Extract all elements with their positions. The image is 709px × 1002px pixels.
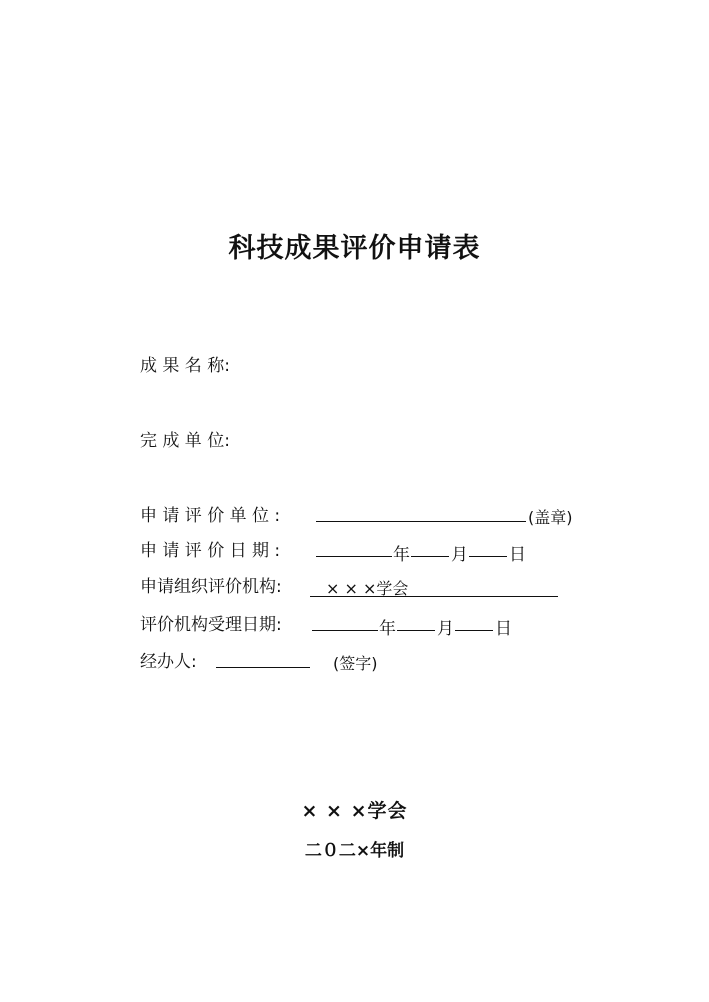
apply-date-label: 申 请 评 价 日 期 : bbox=[140, 541, 281, 561]
accept-date-label: 评价机构受理日期: bbox=[140, 615, 282, 635]
accept-year-unit: 年 bbox=[379, 619, 396, 639]
seal-note: (盖章) bbox=[528, 508, 573, 527]
handler-label: 经办人: bbox=[140, 652, 197, 672]
organizing-body-row bbox=[140, 576, 282, 598]
achievement-name-row bbox=[140, 355, 230, 377]
achievement-name-label: 成 果 名 称: bbox=[140, 356, 230, 376]
apply-date-row bbox=[140, 540, 280, 562]
page-title: 科技成果评价申请表 bbox=[228, 233, 481, 264]
apply-year-unit: 年 bbox=[393, 545, 410, 565]
accept-month-unit: 月 bbox=[437, 619, 454, 639]
organizing-body-label: 申请组织评价机构: bbox=[140, 577, 282, 597]
completing-unit-row bbox=[140, 430, 230, 452]
apply-year-field[interactable] bbox=[316, 538, 392, 557]
applicant-unit-field[interactable] bbox=[316, 503, 526, 522]
applicant-unit-row bbox=[140, 505, 280, 527]
issuing-organization: × × ×学会 bbox=[301, 800, 408, 822]
signature-note: (签字) bbox=[333, 654, 378, 673]
organizing-body-value: × × ×学会 bbox=[326, 579, 409, 598]
organizing-body-field[interactable] bbox=[310, 574, 558, 597]
completing-unit-label: 完 成 单 位: bbox=[140, 431, 230, 451]
issue-year: 二０二×年制 bbox=[304, 841, 405, 861]
accept-month-field[interactable] bbox=[397, 612, 435, 631]
apply-month-field[interactable] bbox=[411, 538, 449, 557]
apply-day-unit: 日 bbox=[509, 545, 526, 565]
apply-day-field[interactable] bbox=[469, 538, 507, 557]
accept-year-field[interactable] bbox=[312, 612, 378, 631]
handler-row bbox=[140, 651, 197, 673]
accept-day-unit: 日 bbox=[495, 619, 512, 639]
accept-day-field[interactable] bbox=[455, 612, 493, 631]
accept-date-row bbox=[140, 614, 282, 636]
handler-field[interactable] bbox=[216, 649, 310, 668]
applicant-unit-label: 申 请 评 价 单 位 : bbox=[140, 506, 281, 526]
apply-month-unit: 月 bbox=[451, 545, 468, 565]
